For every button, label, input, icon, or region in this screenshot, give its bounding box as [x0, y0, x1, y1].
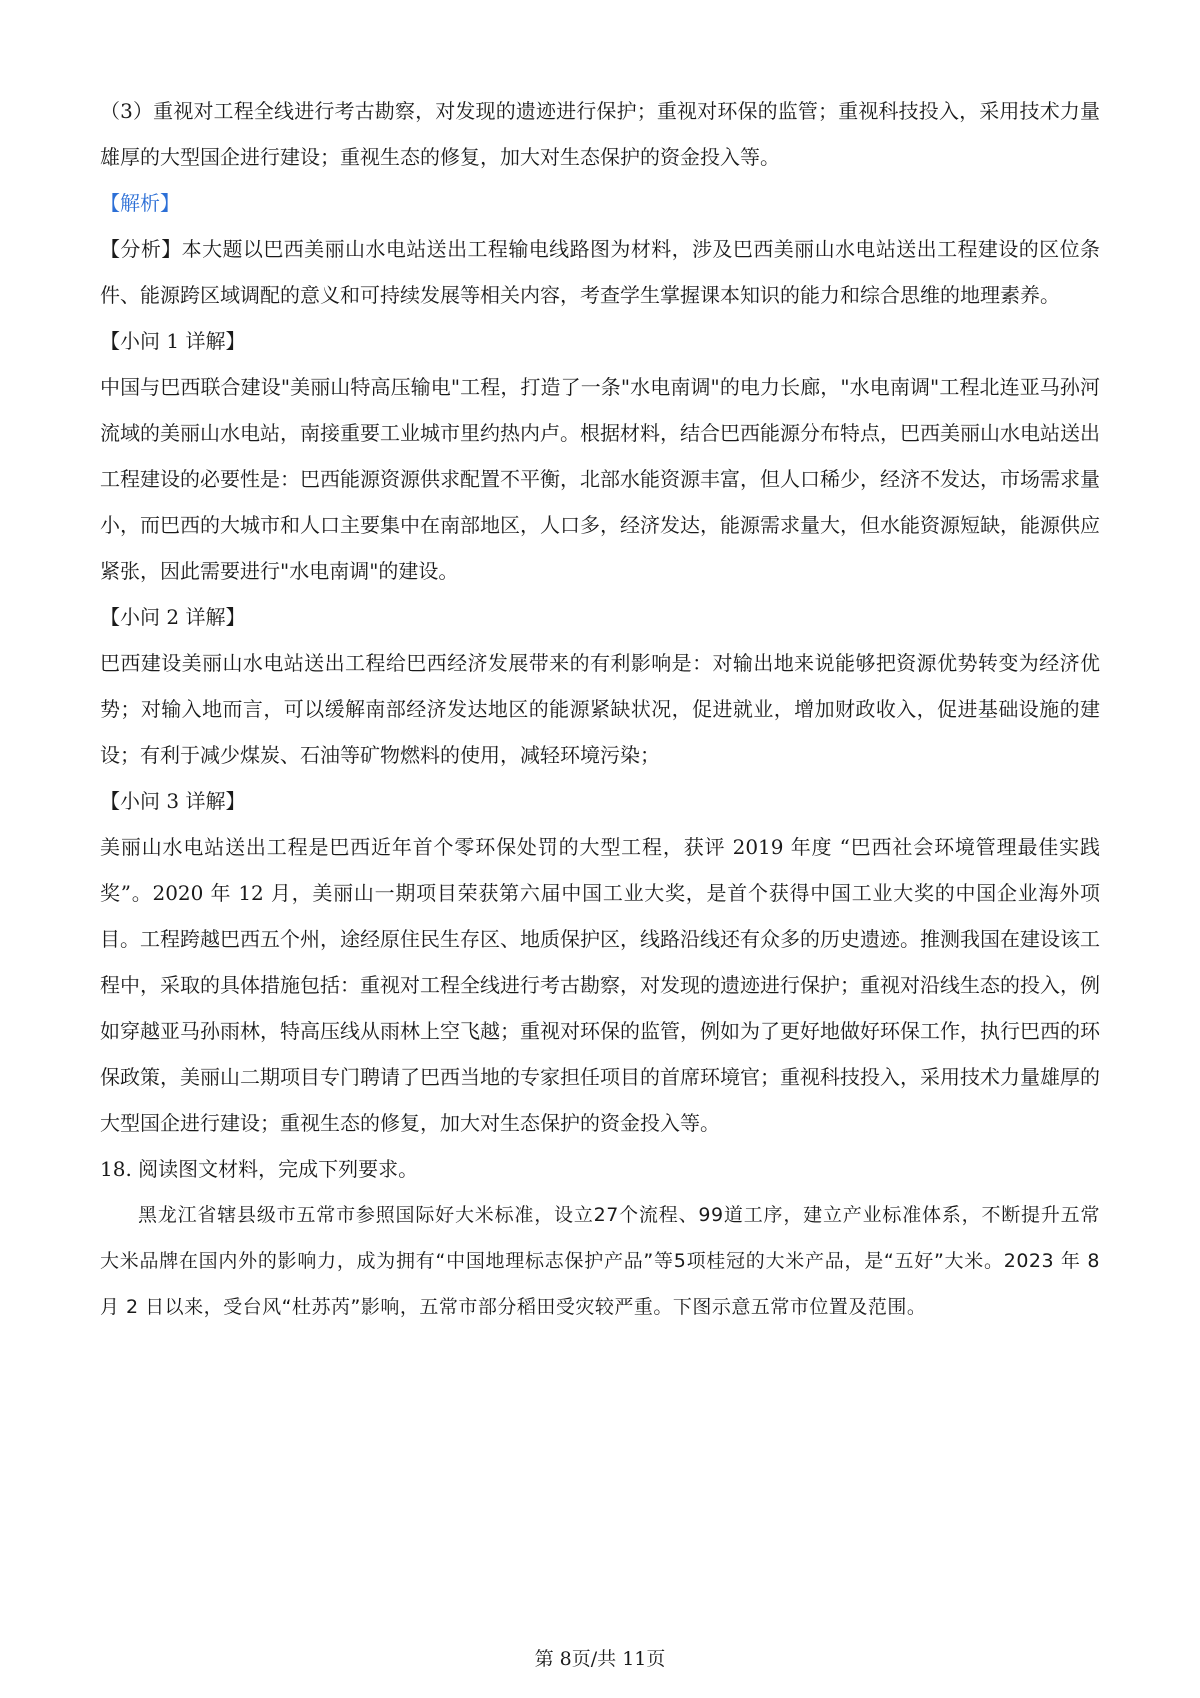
page-footer: 第 8页/共 11页 — [534, 1648, 666, 1670]
question-18-title: 18. 阅读图文材料，完成下列要求。 — [100, 1157, 419, 1181]
sub-question-1-heading: 【小问 1 详解】 — [100, 329, 246, 353]
question-18-material: 黑龙江省辖县级市五常市参照国际好大米标准，设立27个流程、99道工序，建立产业标准体系，不断提升五常大米品牌在国内外的影响力，成为拥有“中国地理标志保护产品”等5项桂冠的大米产品，是“五好”大米。2023 年 8 月 2 日以来，受台风“杜苏芮”影响，五常市部分稻田受灾较严重。下图示意五常市位置及范围。 — [100, 1204, 1100, 1318]
analysis-heading: 【解析】 — [100, 191, 180, 215]
sub-question-3-heading: 【小问 3 详解】 — [100, 789, 246, 813]
sub-question-1-detail: 中国与巴西联合建设"美丽山特高压输电"工程，打造了一条"水电南调"的电力长廊，"水电南调"工程北连亚马孙河流域的美丽山水电站，南接重要工业城市里约热内卢。根据材料，结合巴西能源分布特点，巴西美丽山水电站送出工程建设的必要性是：巴西能源资源供求配置不平衡，北部水能资源丰富，但人口稀少，经济不发达，市场需求量小，而巴西的大城市和人口主要集中在南部地区，人口多，经济发达，能源需求量大，但水能资源短缺，能源供应紧张，因此需要进行"水电南调"的建设。 — [100, 375, 1100, 583]
analysis-summary: 【分析】本大题以巴西美丽山水电站送出工程输电线路图为材料，涉及巴西美丽山水电站送出工程建设的区位条件、能源跨区域调配的意义和可持续发展等相关内容，考查学生掌握课本知识的能力和综合思维的地理素养。 — [100, 237, 1100, 307]
sub-question-2-detail: 巴西建设美丽山水电站送出工程给巴西经济发展带来的有利影响是：对输出地来说能够把资源优势转变为经济优势；对输入地而言，可以缓解南部经济发达地区的能源紧缺状况，促进就业，增加财政收入，促进基础设施的建设；有利于减少煤炭、石油等矿物燃料的使用，减轻环境污染； — [100, 651, 1100, 767]
answer-part-3: （3）重视对工程全线进行考古勘察，对发现的遗迹进行保护；重视对环保的监管；重视科技投入，采用技术力量雄厚的大型国企进行建设；重视生态的修复，加大对生态保护的资金投入等。 — [100, 99, 1100, 169]
sub-question-2-heading: 【小问 2 详解】 — [100, 605, 246, 629]
document-body — [100, 88, 1100, 1330]
sub-question-3-detail: 美丽山水电站送出工程是巴西近年首个零环保处罚的大型工程，获评 2019 年度 “巴西社会环境管理最佳实践奖”。2020 年 12 月，美丽山一期项目荣获第六届中国工业大奖，是首个获得中国工业大奖的中国企业海外项目。工程跨越巴西五个州，途经原住民生存区、地质保护区，线路沿线还有众多的历史遗迹。推测我国在建设该工程中，采取的具体措施包括：重视对工程全线进行考古勘察，对发现的遗迹进行保护；重视对沿线生态的投入，例如穿越亚马孙雨林，特高压线从雨林上空飞越；重视对环保的监管，例如为了更好地做好环保工作，执行巴西的环保政策，美丽山二期项目专门聘请了巴西当地的专家担任项目的首席环境官；重视科技投入，采用技术力量雄厚的大型国企进行建设；重视生态的修复，加大对生态保护的资金投入等。 — [100, 835, 1100, 1135]
